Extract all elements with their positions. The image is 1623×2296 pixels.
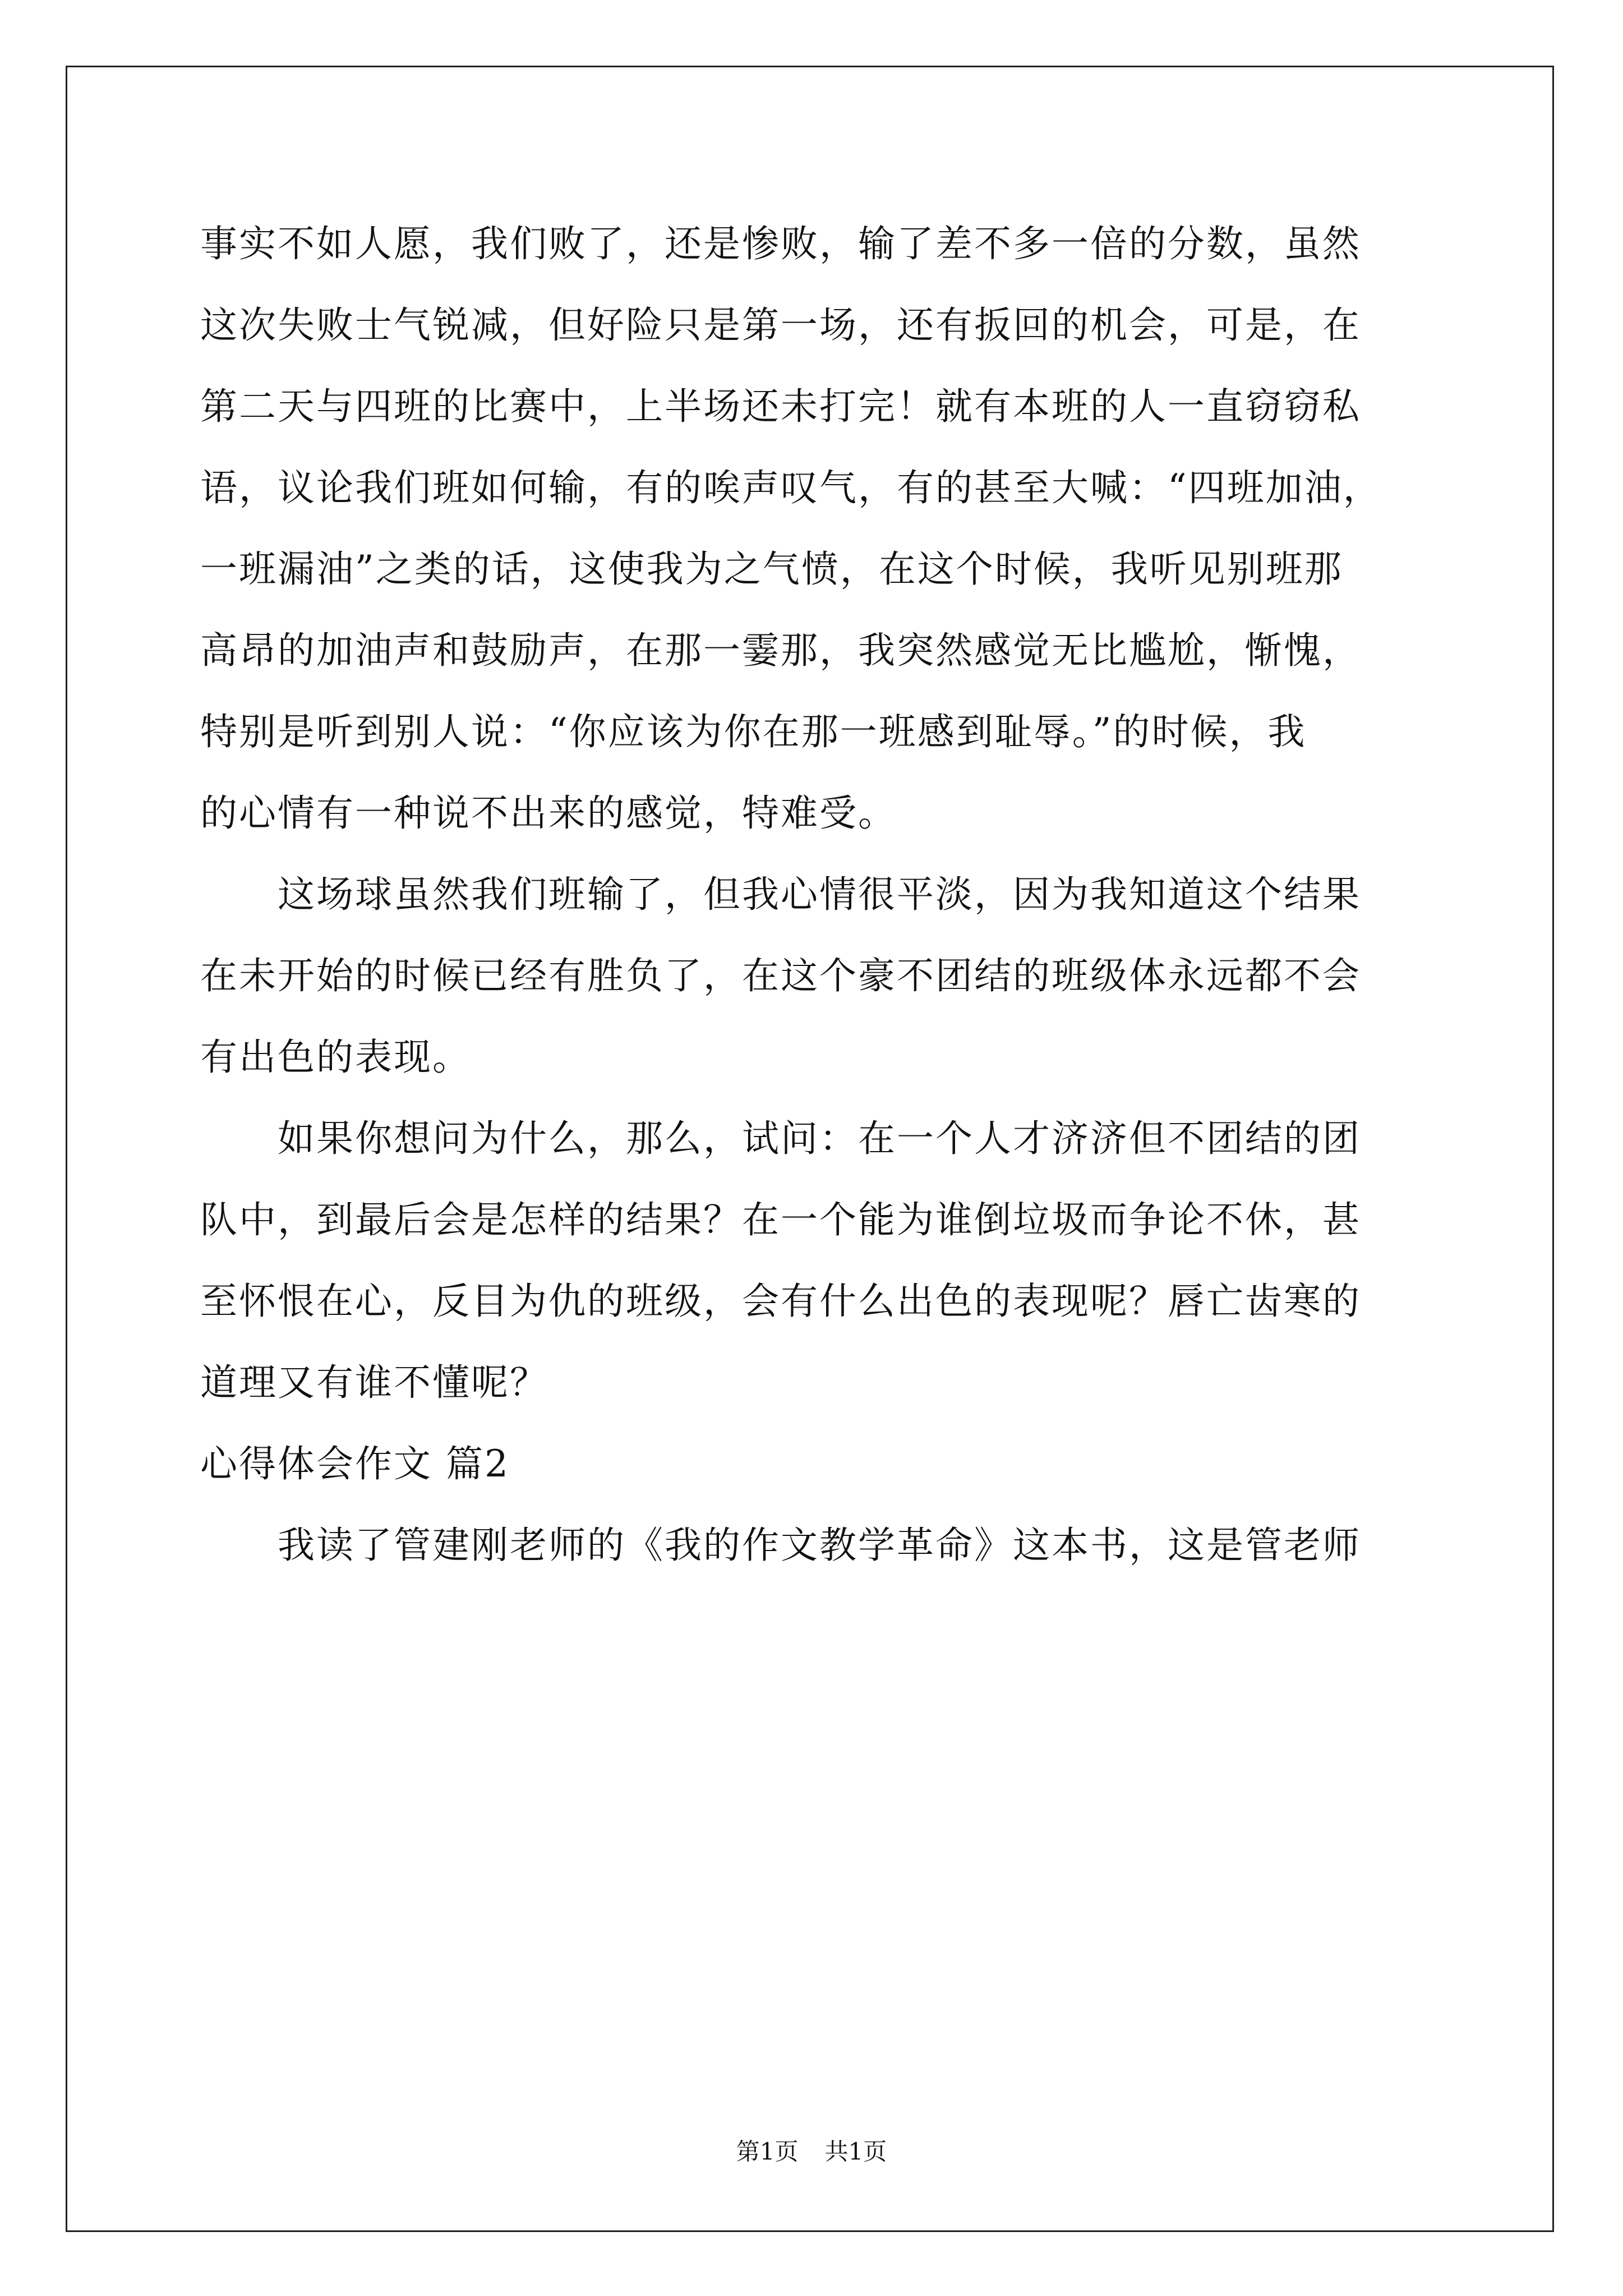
- text-line: 在未开始的时候已经有胜负了，在这个豪不团结的班级体永远都不会: [200, 954, 1361, 997]
- text-line: 这场球虽然我们班输了，但我心情很平淡，因为我知道这个结果: [200, 873, 1361, 916]
- text-line: 高昂的加油声和鼓励声，在那一霎那，我突然感觉无比尴尬，惭愧，: [200, 629, 1361, 672]
- text-line: 这次失败士气锐减，但好险只是第一场，还有扳回的机会，可是，在: [200, 303, 1361, 347]
- text-line: 事实不如人愿，我们败了，还是惨败，输了差不多一倍的分数，虽然: [200, 222, 1361, 265]
- page-number-footer: 第1页 共1页: [736, 2138, 887, 2165]
- text-line: 语，议论我们班如何输，有的唉声叹气，有的甚至大喊：“四班加油，: [200, 466, 1382, 509]
- text-line: 道理又有谁不懂呢？: [200, 1361, 548, 1404]
- section-heading: 心得体会作文 篇2: [200, 1442, 510, 1485]
- text-line: 队中，到最后会是怎样的结果？在一个能为谁倒垃圾而争论不休，甚: [200, 1198, 1361, 1241]
- text-line: 特别是听到别人说：“你应该为你在那一班感到耻辱。”的时候，我: [200, 710, 1307, 753]
- text-line: 我读了管建刚老师的《我的作文教学革命》这本书，这是管老师: [200, 1524, 1361, 1567]
- text-line: 至怀恨在心，反目为仇的班级，会有什么出色的表现呢？唇亡齿寒的: [200, 1280, 1361, 1323]
- text-line: 一班漏油”之类的话，这使我为之气愤，在这个时候，我听见别班那: [200, 547, 1343, 591]
- text-line: 第二天与四班的比赛中，上半场还未打完！就有本班的人一直窃窃私: [200, 385, 1361, 428]
- text-line: 如果你想问为什么，那么，试问：在一个人才济济但不团结的团: [200, 1117, 1361, 1160]
- text-line: 有出色的表现。: [200, 1036, 471, 1079]
- text-line: 的心情有一种说不出来的感觉，特难受。: [200, 792, 897, 835]
